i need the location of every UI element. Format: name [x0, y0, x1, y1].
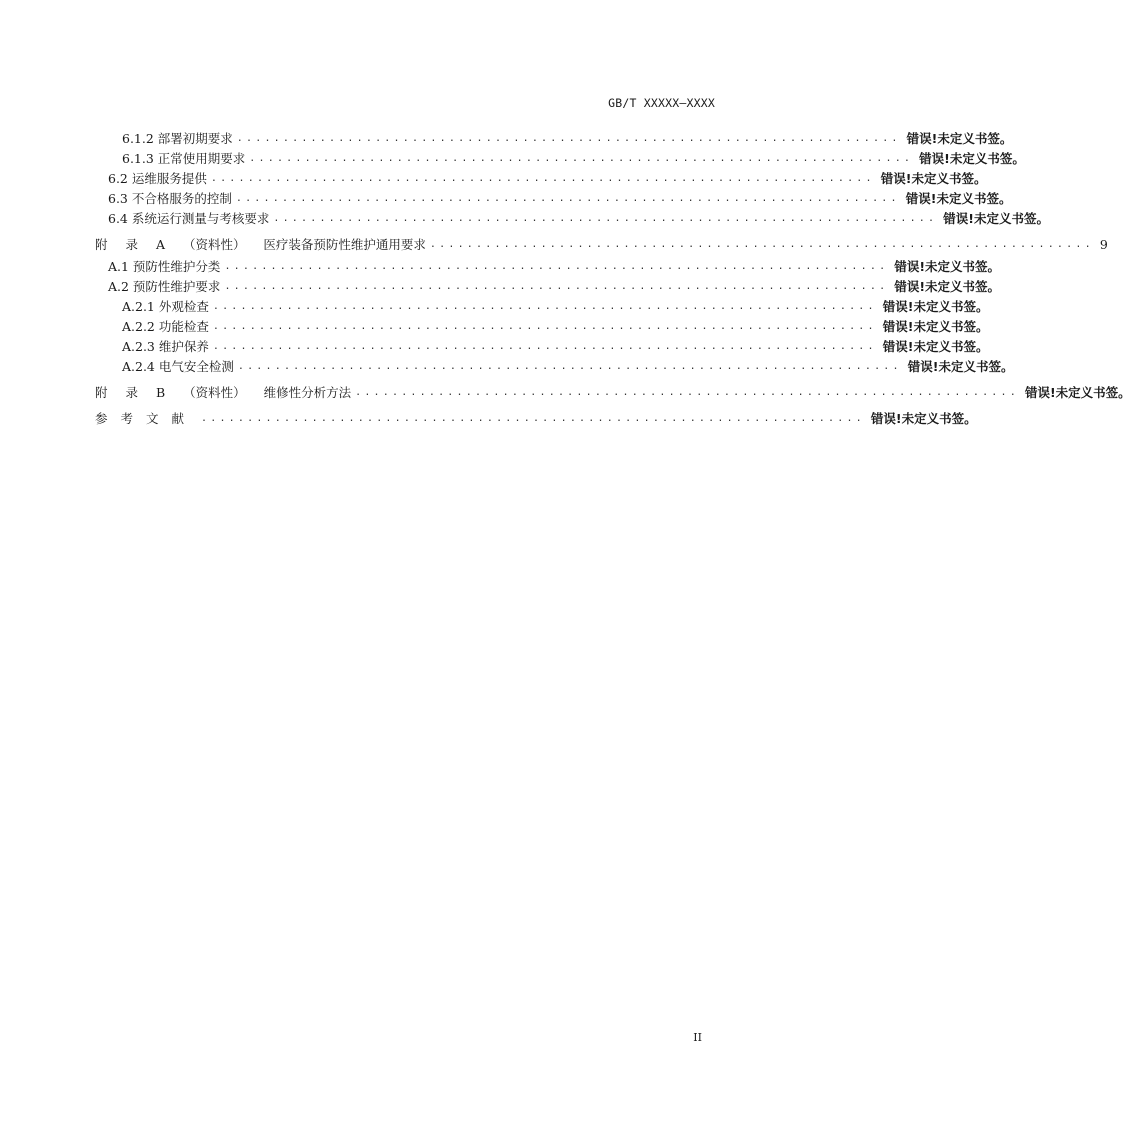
- toc-entry-label: 参考文献: [95, 411, 198, 426]
- toc-entry-page: 错误!未定义书签。: [894, 279, 1001, 294]
- toc-entry[interactable]: [0, 256, 1001, 276]
- toc-entry-page: 9: [1099, 236, 1108, 252]
- page-number-footer: II: [693, 1031, 702, 1044]
- toc-entry-page: 错误!未定义书签。: [882, 299, 989, 314]
- toc-leader-dots: ........................................................................: [212, 340, 877, 352]
- toc-entry-page: 错误!未定义书签。: [870, 411, 977, 426]
- toc-entry-annex[interactable]: [0, 382, 1131, 402]
- toc-entry-label: 附 录 A （资料性） 医疗装备预防性维护通用要求: [95, 237, 426, 252]
- toc-leader-dots: ........................................................................: [429, 238, 1094, 250]
- toc-entry-label: A.2.4 电气安全检测: [122, 359, 234, 374]
- toc-entry[interactable]: [0, 336, 989, 356]
- toc-entry[interactable]: [0, 276, 1001, 296]
- toc-leader-dots: ........................................................................: [237, 360, 902, 372]
- toc-leader-dots: ........................................................................: [201, 412, 865, 424]
- toc-entry-label: A.2 预防性维护要求: [108, 279, 221, 294]
- toc-entry-page: 错误!未定义书签。: [919, 151, 1025, 166]
- toc-entry-label: A.2.3 维护保养: [122, 339, 209, 354]
- toc-leader-dots: ........................................................................: [235, 192, 900, 204]
- toc-leader-dots: ........................................................................: [249, 152, 914, 164]
- toc-entry-label: 6.2 运维服务提供: [108, 171, 207, 186]
- toc-entry-page: 错误!未定义书签。: [1024, 385, 1131, 400]
- toc-entry[interactable]: [0, 188, 1012, 208]
- toc-leader-dots: ........................................................................: [224, 260, 889, 272]
- toc-entry[interactable]: [0, 356, 1014, 376]
- toc-entry-page: 错误!未定义书签。: [906, 131, 1013, 146]
- toc-entry[interactable]: [0, 316, 989, 336]
- toc-leader-dots: ........................................................................: [210, 172, 875, 184]
- toc-entry-page: 错误!未定义书签。: [882, 339, 989, 354]
- toc-entry[interactable]: [0, 208, 1049, 228]
- toc-entry-label: 6.3 不合格服务的控制: [108, 191, 232, 206]
- toc-entry-page: 错误!未定义书签。: [905, 191, 1012, 206]
- toc-entry-label: A.2.1 外观检查: [122, 299, 209, 314]
- toc-entry-page: 错误!未定义书签。: [943, 211, 1049, 226]
- toc-leader-dots: ........................................................................: [273, 212, 938, 224]
- toc-entry-page: 错误!未定义书签。: [907, 359, 1014, 374]
- toc-entry-label: 6.4 系统运行测量与考核要求: [108, 211, 270, 226]
- toc-entry-annex[interactable]: [0, 234, 1108, 254]
- toc-entry-label: 6.1.3 正常使用期要求: [122, 151, 246, 166]
- toc-entry-label: 附 录 B （资料性） 维修性分析方法: [95, 385, 352, 400]
- toc-entry[interactable]: [0, 128, 1013, 148]
- document-code-header: GB/T XXXXX—XXXX: [608, 96, 715, 110]
- toc-leader-dots: ........................................................................: [236, 132, 901, 144]
- toc-leader-dots: ........................................................................: [224, 280, 889, 292]
- toc-entry[interactable]: [0, 148, 1025, 168]
- toc-leader-dots: ........................................................................: [355, 386, 1019, 398]
- toc-leader-dots: ........................................................................: [212, 320, 877, 332]
- toc-leader-dots: ........................................................................: [212, 300, 877, 312]
- toc-entry-page: 错误!未定义书签。: [894, 259, 1001, 274]
- toc-entry[interactable]: [0, 168, 987, 188]
- toc-entry-label: 6.1.2 部署初期要求: [122, 131, 233, 146]
- toc-entry-label: A.1 预防性维护分类: [108, 259, 221, 274]
- toc-entry-label: A.2.2 功能检查: [122, 319, 209, 334]
- toc-entry-references[interactable]: [0, 408, 977, 428]
- toc-entry-page: 错误!未定义书签。: [882, 319, 989, 334]
- toc-entry[interactable]: [0, 296, 989, 316]
- toc-entry-page: 错误!未定义书签。: [880, 171, 987, 186]
